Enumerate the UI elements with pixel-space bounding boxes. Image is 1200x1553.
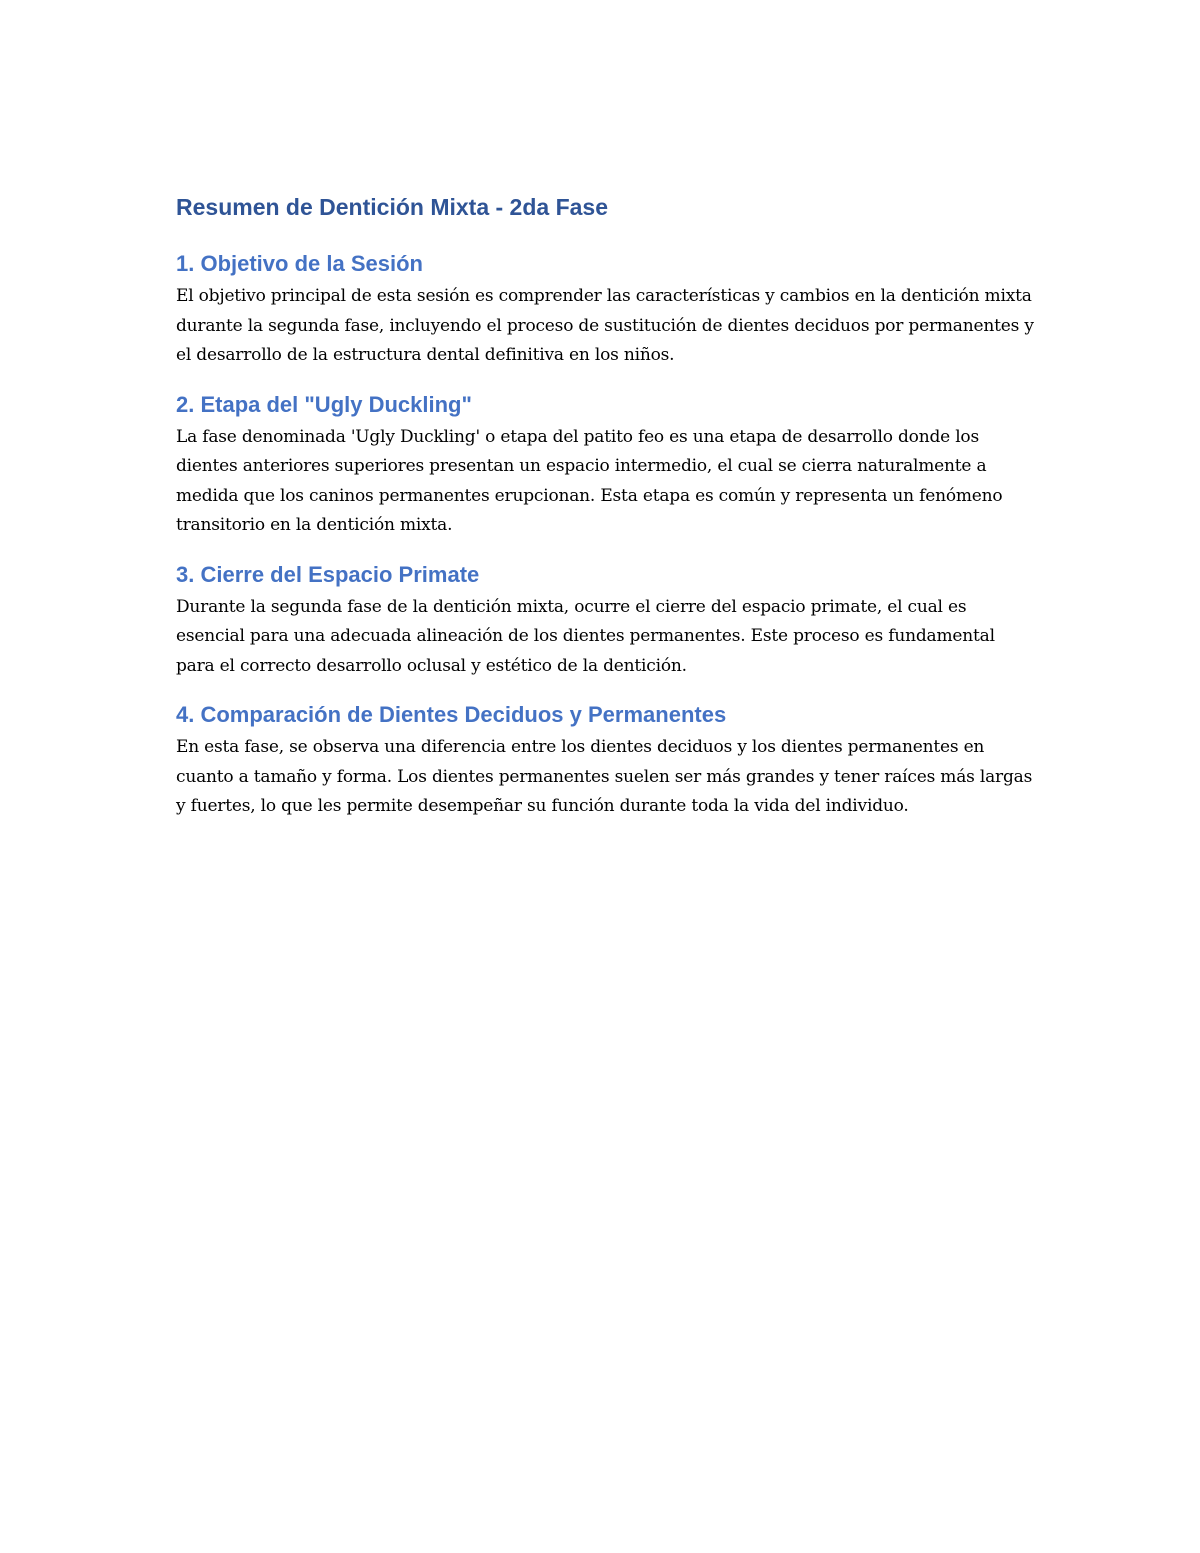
section-ugly-duckling [176,389,1036,541]
section-comparacion [176,699,1036,822]
section-paragraph: En esta fase, se observa una diferencia entre los dientes deciduos y los dientes permanentes en cuanto a tamaño y forma. Los dientes permanentes suelen ser más grandes y tener raíces más largas y fuertes, lo que les permite desempeñar su función durante toda la vida del individuo. [176,737,1033,816]
section-paragraph: La fase denominada 'Ugly Duckling' o etapa del patito feo es una etapa de desarrollo donde los dientes anteriores superiores presentan un espacio intermedio, el cual se cierra naturalmente a medida que los caninos permanentes erupcionan. Esta etapa es común y representa un fenómeno transitorio en la dentición mixta. [176,426,1003,535]
section-espacio-primate [176,559,1036,682]
section-heading: 2. Etapa del "Ugly Duckling" [176,391,472,417]
document-content [176,190,1036,840]
section-paragraph: El objetivo principal de esta sesión es comprender las características y cambios en la dentición mixta durante la segunda fase, incluyendo el proceso de sustitución de dientes deciduos por permanentes y el desarrollo de la estructura dental definitiva en los niños. [176,286,1034,365]
section-objetivo [176,248,1036,371]
section-paragraph: Durante la segunda fase de la dentición mixta, ocurre el cierre del espacio primate, el cual es esencial para una adecuada alineación de los dientes permanentes. Este proceso es fundamental para el correcto desarrollo oclusal y estético de la dentición. [176,596,995,676]
section-heading: 4. Comparación de Dientes Deciduos y Permanentes [176,702,727,727]
section-heading: 3. Cierre del Espacio Primate [176,561,480,587]
document-title: Resumen de Dentición Mixta - 2da Fase [176,194,609,220]
section-heading: 1. Objetivo de la Sesión [176,251,423,276]
